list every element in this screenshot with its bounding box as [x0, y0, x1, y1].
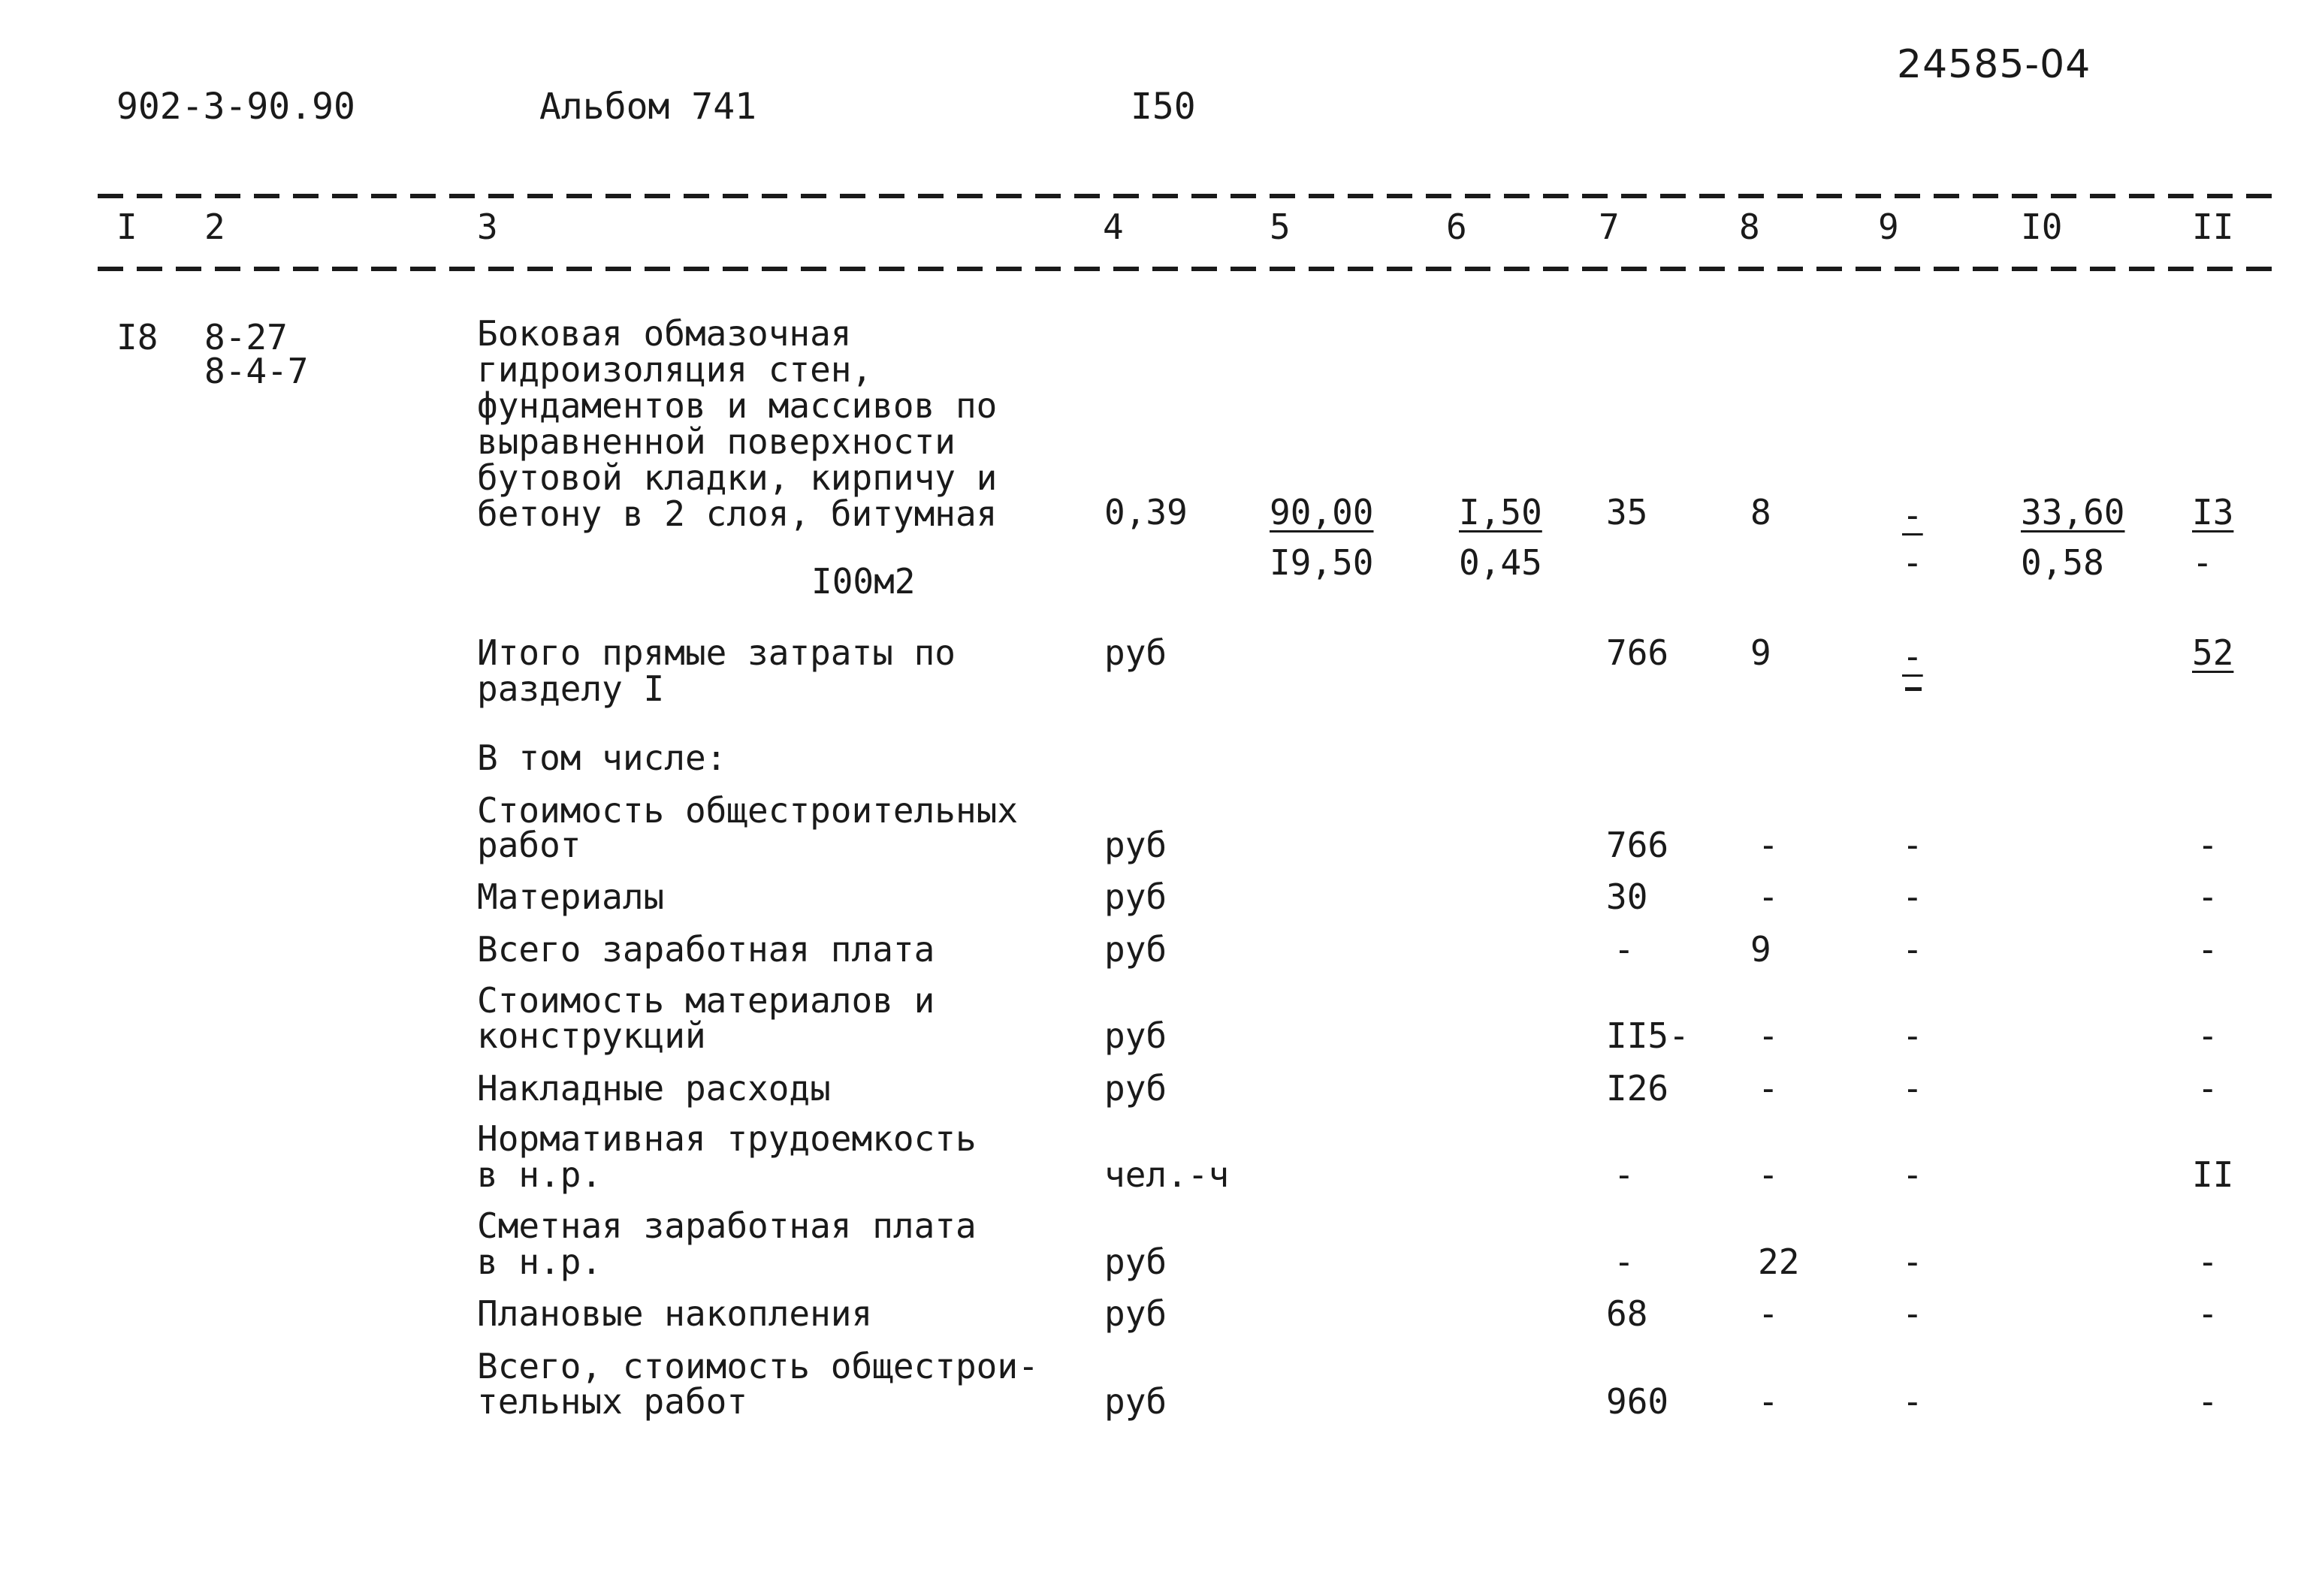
quantity-value: 0,39 [1104, 492, 1188, 533]
col-header-5: 5 [1270, 207, 1291, 247]
item-col7: 68 [1606, 1293, 1648, 1334]
col-header-2: 2 [204, 207, 225, 247]
item-label-line: Стоимость общестроительных [477, 790, 1019, 831]
item-col11: - [2197, 1293, 2218, 1334]
col-header-11: II [2192, 207, 2234, 247]
item-col9: - [1902, 1242, 1923, 1282]
total-direct-col8: 9 [1750, 632, 1771, 673]
norm-code-2: 8-4-7 [204, 351, 309, 391]
item-col11: - [2197, 1242, 2218, 1282]
work-description-line: Боковая обмазочная [477, 313, 852, 354]
item-unit: руб [1104, 1068, 1167, 1109]
measurement-unit: I00м2 [811, 561, 916, 602]
item-col11: - [2197, 1068, 2218, 1109]
col11-top: I3 [2192, 492, 2234, 533]
item-label-line: Материалы [477, 876, 665, 917]
col8-value: 8 [1750, 492, 1771, 533]
item-col7: 30 [1606, 876, 1648, 917]
item-col8: - [1758, 1381, 1779, 1422]
total-direct-col9: - [1902, 636, 1923, 677]
col9-bottom: - [1902, 542, 1923, 583]
col-header-7: 7 [1599, 207, 1620, 247]
archive-number: 24585-04 [1897, 42, 2091, 87]
col10-bottom: 0,58 [2021, 542, 2104, 583]
item-col11: - [2197, 1015, 2218, 1056]
item-col9: - [1902, 825, 1923, 865]
col9-top: - [1902, 495, 1923, 536]
work-description-line: фундаментов и массивов по [477, 385, 998, 426]
item-col7: - [1614, 1242, 1635, 1282]
work-description-line: гидроизоляция стен, [477, 349, 873, 390]
col-header-6: 6 [1446, 207, 1467, 247]
document-code: 902-3-90.90 [116, 86, 355, 128]
item-col11: - [2197, 876, 2218, 917]
double-dash-mark [1905, 687, 1922, 691]
album-number: Альбом 741 [539, 86, 756, 128]
work-description-line: бутовой кладки, кирпичу и [477, 457, 998, 498]
item-col9: - [1902, 929, 1923, 970]
unit-cost-top: 90,00 [1270, 492, 1374, 533]
col-header-3: 3 [477, 207, 498, 247]
total-direct-col11: 52 [2192, 632, 2234, 673]
item-unit: руб [1104, 1381, 1167, 1422]
item-col8: - [1758, 825, 1779, 865]
item-unit: руб [1104, 876, 1167, 917]
item-label-line: Сметная заработная плата [477, 1205, 977, 1246]
item-label-line: тельных работ [477, 1381, 748, 1422]
item-col8: - [1758, 876, 1779, 917]
col10-top: 33,60 [2021, 492, 2125, 533]
item-col8: 9 [1750, 929, 1771, 970]
item-col11: - [2197, 929, 2218, 970]
item-col9: - [1902, 1293, 1923, 1334]
col-header-1: I [116, 207, 137, 247]
item-col8: - [1758, 1068, 1779, 1109]
item-col9: - [1902, 1068, 1923, 1109]
col6-top: I,50 [1459, 492, 1542, 533]
col-header-9: 9 [1878, 207, 1899, 247]
item-label-line: в н.р. [477, 1242, 602, 1282]
item-col11: - [2197, 825, 2218, 865]
item-col7: 960 [1606, 1381, 1669, 1422]
item-unit: чел.-ч [1104, 1154, 1230, 1195]
item-col11: II [2192, 1154, 2234, 1195]
item-col11: - [2197, 1381, 2218, 1422]
item-label-line: Стоимость материалов и [477, 980, 935, 1021]
total-cost-value: 35 [1606, 492, 1648, 533]
item-col7: - [1614, 1154, 1635, 1195]
item-col9: - [1902, 1015, 1923, 1056]
item-col9: - [1902, 876, 1923, 917]
item-col8: - [1758, 1015, 1779, 1056]
item-label-line: конструкций [477, 1015, 706, 1056]
item-col7: - [1614, 929, 1635, 970]
item-unit: руб [1104, 1242, 1167, 1282]
item-col9: - [1902, 1381, 1923, 1422]
item-col8: - [1758, 1293, 1779, 1334]
col-header-4: 4 [1103, 207, 1124, 247]
col-header-8: 8 [1739, 207, 1760, 247]
col6-bottom: 0,45 [1459, 542, 1542, 583]
item-col7: 766 [1606, 825, 1669, 865]
work-description-line: выравненной поверхности [477, 421, 956, 462]
total-direct-label-line: Итого прямые затраты по [477, 632, 956, 673]
col11-bottom: - [2192, 542, 2213, 583]
header-bottom-rule [98, 267, 2284, 271]
item-label-line: работ [477, 825, 581, 865]
item-label-line: в н.р. [477, 1154, 602, 1195]
item-label-line: Накладные расходы [477, 1068, 831, 1109]
item-col7: I26 [1606, 1068, 1669, 1109]
item-col8: 22 [1758, 1242, 1800, 1282]
header-top-rule [98, 194, 2284, 198]
item-label-line: Нормативная трудоемкость [477, 1118, 977, 1159]
unit-cost-bottom: I9,50 [1270, 542, 1374, 583]
item-col9: - [1902, 1154, 1923, 1195]
item-label-line: Всего, стоимость общестрои- [477, 1346, 1039, 1386]
norm-code-1: 8-27 [204, 317, 288, 358]
including-label: В том числе: [477, 738, 727, 778]
item-unit: руб [1104, 929, 1167, 970]
row-number: I8 [116, 317, 159, 358]
item-unit: руб [1104, 1015, 1167, 1056]
item-unit: руб [1104, 1293, 1167, 1334]
page-number: I50 [1131, 86, 1196, 128]
work-description-line: бетону в 2 слоя, битумная [477, 493, 998, 534]
item-label-line: Всего заработная плата [477, 929, 935, 970]
col-header-10: I0 [2021, 207, 2063, 247]
item-label-line: Плановые накопления [477, 1293, 873, 1334]
total-direct-col7: 766 [1606, 632, 1669, 673]
item-col8: - [1758, 1154, 1779, 1195]
total-direct-unit: руб [1104, 632, 1167, 673]
total-direct-label-line: разделу I [477, 668, 665, 709]
item-col7: II5- [1606, 1015, 1689, 1056]
item-unit: руб [1104, 825, 1167, 865]
